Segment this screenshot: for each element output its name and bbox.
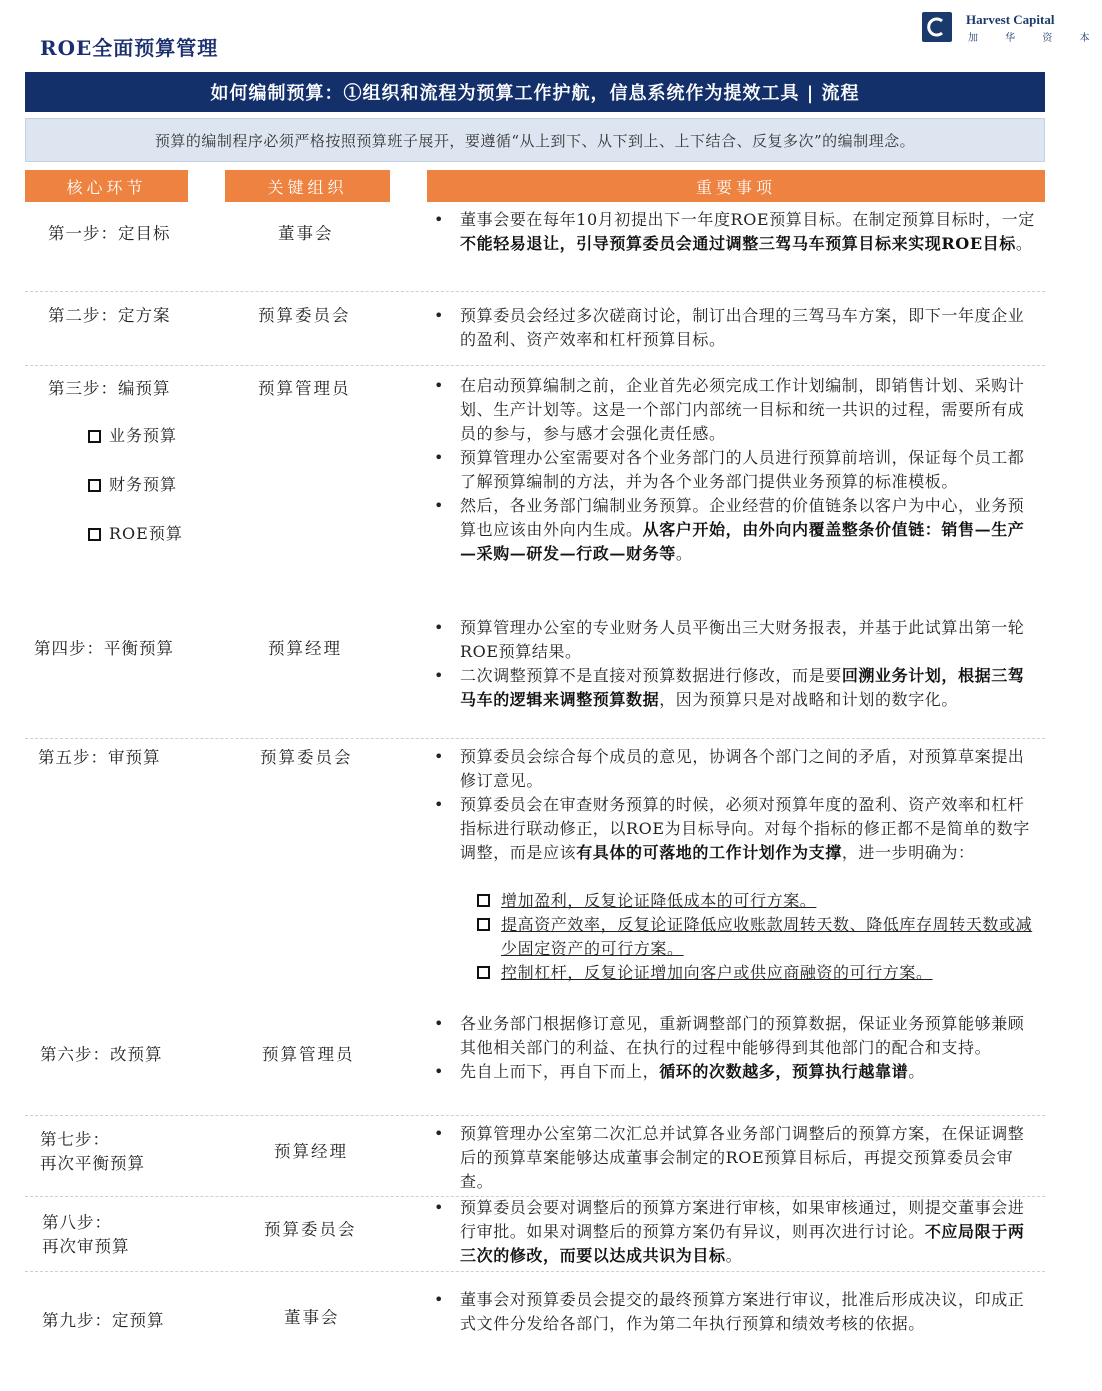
- sub-item-business-budget: 业务预算: [88, 425, 177, 447]
- section-banner: 如何编制预算：①组织和流程为预算工作护航，信息系统作为提效工具 | 流程: [25, 72, 1045, 112]
- bullet-item: • 先自上而下，再自下而上，循环的次数越多，预算执行越靠谱。: [430, 1060, 1035, 1084]
- bullet-item: • 二次调整预算不是直接对预算数据进行修改，而是要回溯业务计划，根据三驾马车的逻辑来调整预算数据，因为预算只是对战略和计划的数字化。: [430, 664, 1035, 712]
- harvest-c-logo-icon: [922, 12, 952, 42]
- step-label: 第七步：: [40, 1130, 110, 1149]
- column-header-items: 重要事项: [427, 170, 1045, 202]
- step-label: 第二步：定方案: [48, 306, 171, 325]
- checkbox-square-icon: [88, 528, 101, 541]
- bullet-item: • 各业务部门根据修订意见，重新调整部门的预算数据，保证业务预算能够兼顾其他相关部门的利益、在执行的过程中能够得到其他部门的配合和支持。: [430, 1012, 1035, 1060]
- bullet-item: • 在启动预算编制之前，企业首先必须完成工作计划编制，即销售计划、采购计划、生产计划等。这是一个部门内部统一目标和统一共识的过程，需要所有成员的参与，参与感才会强化责任感。: [430, 374, 1035, 446]
- row-bullets: [430, 304, 1035, 352]
- bullet-item: • 预算管理办公室第二次汇总并试算各业务部门调整后的预算方案，在保证调整后的预算草案能够达成董事会制定的ROE预算目标后，再提交预算委员会审查。: [430, 1122, 1035, 1194]
- checkbox-square-icon: [88, 430, 101, 443]
- checkbox-square-icon: [477, 918, 490, 931]
- bullet-item: • 董事会对预算委员会提交的最终预算方案进行审议，批准后形成决议，印成正式文件分发给各部门，作为第二年执行预算和绩效考核的依据。: [430, 1288, 1035, 1336]
- org-label: 预算管理员: [258, 379, 351, 398]
- sub-item-roe-budget: ROE预算: [88, 523, 183, 545]
- page-title: ROE全面预算管理: [40, 36, 219, 60]
- step-label-line2: 再次平衡预算: [40, 1154, 145, 1173]
- bullet-item: • 然后，各业务部门编制业务预算。企业经营的价值链条以客户为中心，业务预算也应该由外向内生成。从客户开始，由外向内覆盖整条价值链：销售—生产—采购—研发—行政—财务等。: [430, 494, 1035, 566]
- logo-name: Harvest Capital: [966, 12, 1055, 27]
- checkbox-square-icon: [88, 479, 101, 492]
- org-label: 预算委员会: [258, 306, 351, 325]
- org-label: 预算委员会: [260, 748, 353, 767]
- row-divider: [25, 291, 1045, 292]
- row-bullets: [430, 208, 1035, 256]
- bullet-item: • 预算委员会经过多次磋商讨论，制订出合理的三驾马车方案，即下一年度企业的盈利、资产效率和杠杆预算目标。: [430, 304, 1035, 352]
- checkbox-square-icon: [477, 894, 490, 907]
- bullet-item: • 预算委员会在审查财务预算的时候，必须对预算年度的盈利、资产效率和杠杆指标进行联动修正，以ROE为目标导向。对每个指标的修正都不是简单的数字调整，而是应该有具体的可落地的工作计划作为支撑，进一步明确为：: [430, 793, 1035, 865]
- row-divider: [25, 1115, 1045, 1116]
- step-label: 第九步：定预算: [42, 1311, 165, 1330]
- step-label: 第八步：: [42, 1213, 112, 1232]
- bullet-item: • 预算委员会综合每个成员的意见，协调各个部门之间的矛盾，对预算草案提出修订意见。: [430, 745, 1035, 793]
- row-bullets: [430, 745, 1035, 865]
- check-item: 控制杠杆，反复论证增加向客户或供应商融资的可行方案。: [475, 961, 1040, 985]
- column-header-stage: 核心环节: [25, 170, 188, 202]
- row-bullets: [430, 1196, 1035, 1268]
- org-label: 董事会: [278, 224, 334, 243]
- column-header-org: 关键组织: [225, 170, 390, 202]
- step-label: 第一步：定目标: [48, 224, 171, 243]
- logo-subtitle: 加 华 资 本: [968, 33, 1102, 44]
- row-checklist: [475, 889, 1040, 985]
- row-divider: [25, 1271, 1045, 1272]
- row-bullets: [430, 1012, 1035, 1084]
- bullet-item: • 预算管理办公室的专业财务人员平衡出三大财务报表，并基于此试算出第一轮ROE预算结果。: [430, 616, 1035, 664]
- step-label: 第四步：平衡预算: [34, 639, 174, 658]
- bullet-item: • 预算管理办公室需要对各个业务部门的人员进行预算前培训，保证每个员工都了解预算编制的方法，并为各个业务部门提供业务预算的标准模板。: [430, 446, 1035, 494]
- step-label-line2: 再次审预算: [42, 1237, 130, 1256]
- row-bullets: [430, 1122, 1035, 1194]
- row-divider: [25, 738, 1045, 739]
- row-bullets: [430, 374, 1035, 566]
- check-item: 提高资产效率，反复论证降低应收账款周转天数、降低库存周转天数或减少固定资产的可行方案。: [475, 913, 1040, 961]
- check-item: 增加盈利，反复论证降低成本的可行方案。: [475, 889, 1040, 913]
- checkbox-square-icon: [477, 966, 490, 979]
- step-label: 第三步：编预算: [48, 379, 171, 398]
- step-label: 第五步：审预算: [38, 748, 161, 767]
- sub-item-finance-budget: 财务预算: [88, 474, 177, 496]
- row-bullets: [430, 616, 1035, 712]
- bullet-item: • 预算委员会要对调整后的预算方案进行审核，如果审核通过，则提交董事会进行审批。如果对调整后的预算方案仍有异议，则再次进行讨论。不应局限于两三次的修改，而要以达成共识为目标。: [430, 1196, 1035, 1268]
- org-label: 预算经理: [274, 1142, 348, 1161]
- bullet-item: • 董事会要在每年10月初提出下一年度ROE预算目标。在制定预算目标时，一定不能轻易退让，引导预算委员会通过调整三驾马车预算目标来实现ROE目标。: [430, 208, 1035, 256]
- org-label: 董事会: [284, 1308, 340, 1327]
- org-label: 预算委员会: [264, 1220, 357, 1239]
- step-label: 第六步：改预算: [40, 1045, 163, 1064]
- row-bullets: [430, 1288, 1035, 1336]
- company-logo: [922, 12, 1102, 44]
- row-divider: [25, 365, 1045, 366]
- org-label: 预算经理: [268, 639, 342, 658]
- intro-note: 预算的编制程序必须严格按照预算班子展开，要遵循“从上到下、从下到上、上下结合、反复多次”的编制理念。: [25, 118, 1045, 162]
- org-label: 预算管理员: [262, 1045, 355, 1064]
